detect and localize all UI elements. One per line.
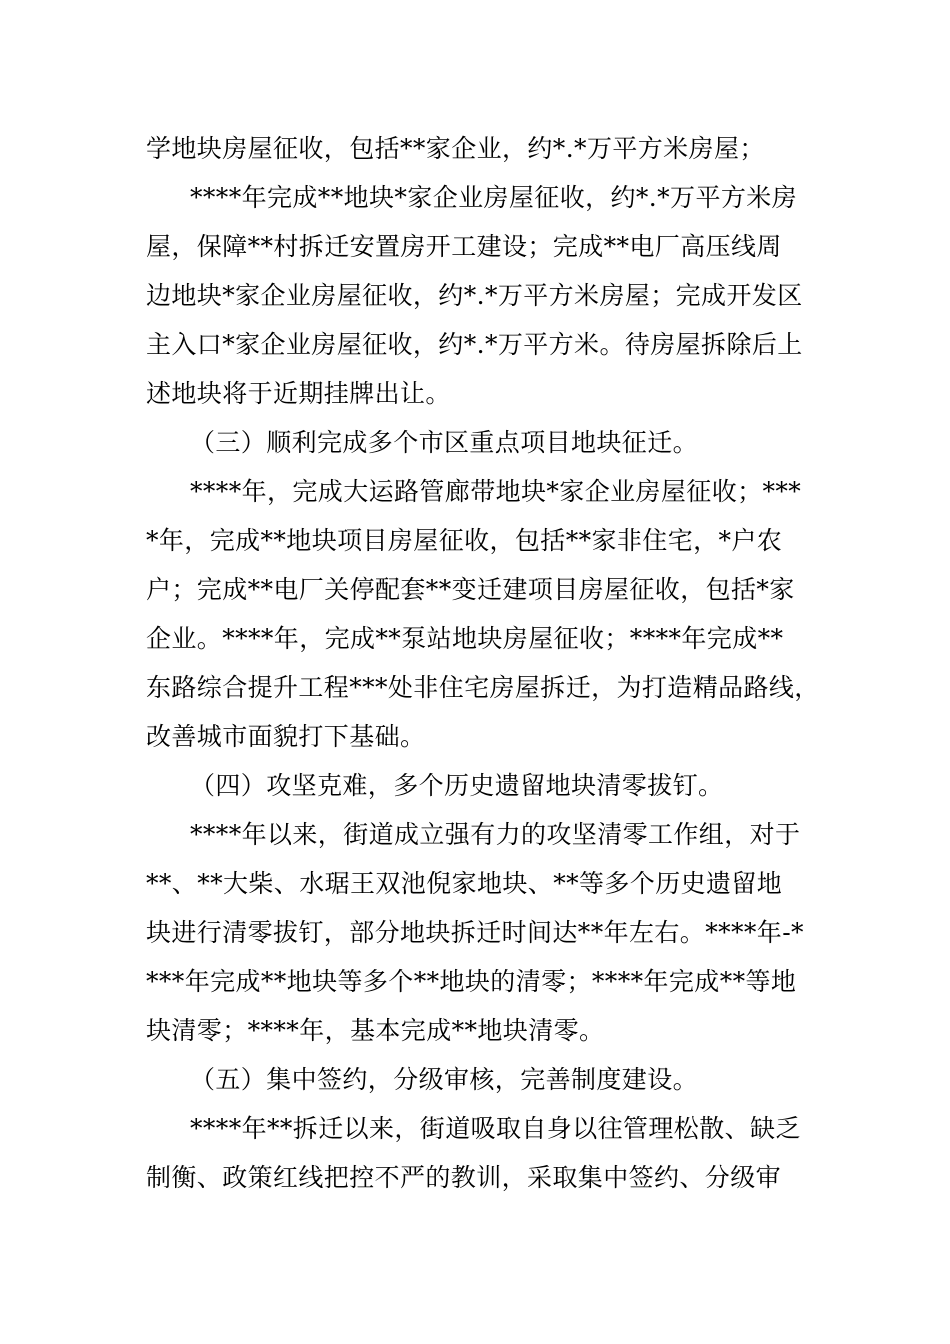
text-line-12: 东路综合提升工程***处非住宅房屋拆迁，为打造精品路线，: [146, 673, 820, 702]
text-line-15: ****年以来，街道成立强有力的攻坚清零工作组，对于: [190, 820, 801, 849]
text-line-1: 学地块房屋征收，包括**家企业，约*.*万平方米房屋；: [146, 134, 765, 163]
text-line-4: 边地块*家企业房屋征收，约*.*万平方米房屋；完成开发区: [146, 281, 803, 310]
text-line-22: 制衡、政策红线把控不严的教训，采取集中签约、分级审: [146, 1163, 782, 1192]
text-line-8: ****年，完成大运路管廊带地块*家企业房屋征收；***: [190, 477, 802, 506]
text-line-13: 改善城市面貌打下基础。: [146, 722, 426, 751]
text-line-19: 块清零；****年，基本完成**地块清零。: [146, 1016, 605, 1045]
text-line-2: ****年完成**地块*家企业房屋征收，约*.*万平方米房: [190, 183, 798, 212]
text-line-16: **、**大柴、水琚王双池倪家地块、**等多个历史遗留地: [146, 869, 783, 898]
text-line-9: *年，完成**地块项目房屋征收，包括**家非住宅，*户农: [146, 526, 783, 555]
section-heading-3: （三）顺利完成多个市区重点项目地块征迁。: [190, 428, 699, 457]
text-line-5: 主入口*家企业房屋征收，约*.*万平方米。待房屋拆除后上: [146, 330, 803, 359]
body-text: [146, 124, 826, 1202]
text-line-17: 块进行清零拔钉，部分地块拆迁时间达**年左右。****年-*: [146, 918, 804, 947]
section-heading-5: （五）集中签约，分级审核，完善制度建设。: [190, 1065, 699, 1094]
text-line-10: 户；完成**电厂关停配套**变迁建项目房屋征收，包括*家: [146, 575, 795, 604]
text-line-6: 述地块将于近期挂牌出让。: [146, 379, 451, 408]
text-line-21: ****年**拆迁以来，街道吸取自身以往管理松散、缺乏: [190, 1114, 801, 1143]
section-heading-4: （四）攻坚克难，多个历史遗留地块清零拔钉。: [190, 771, 724, 800]
text-line-3: 屋，保障**村拆迁安置房开工建设；完成**电厂高压线周: [146, 232, 782, 261]
text-line-18: ***年完成**地块等多个**地块的清零；****年完成**等地: [146, 967, 797, 996]
text-line-11: 企业。****年，完成**泵站地块房屋征收；****年完成**: [146, 624, 784, 653]
